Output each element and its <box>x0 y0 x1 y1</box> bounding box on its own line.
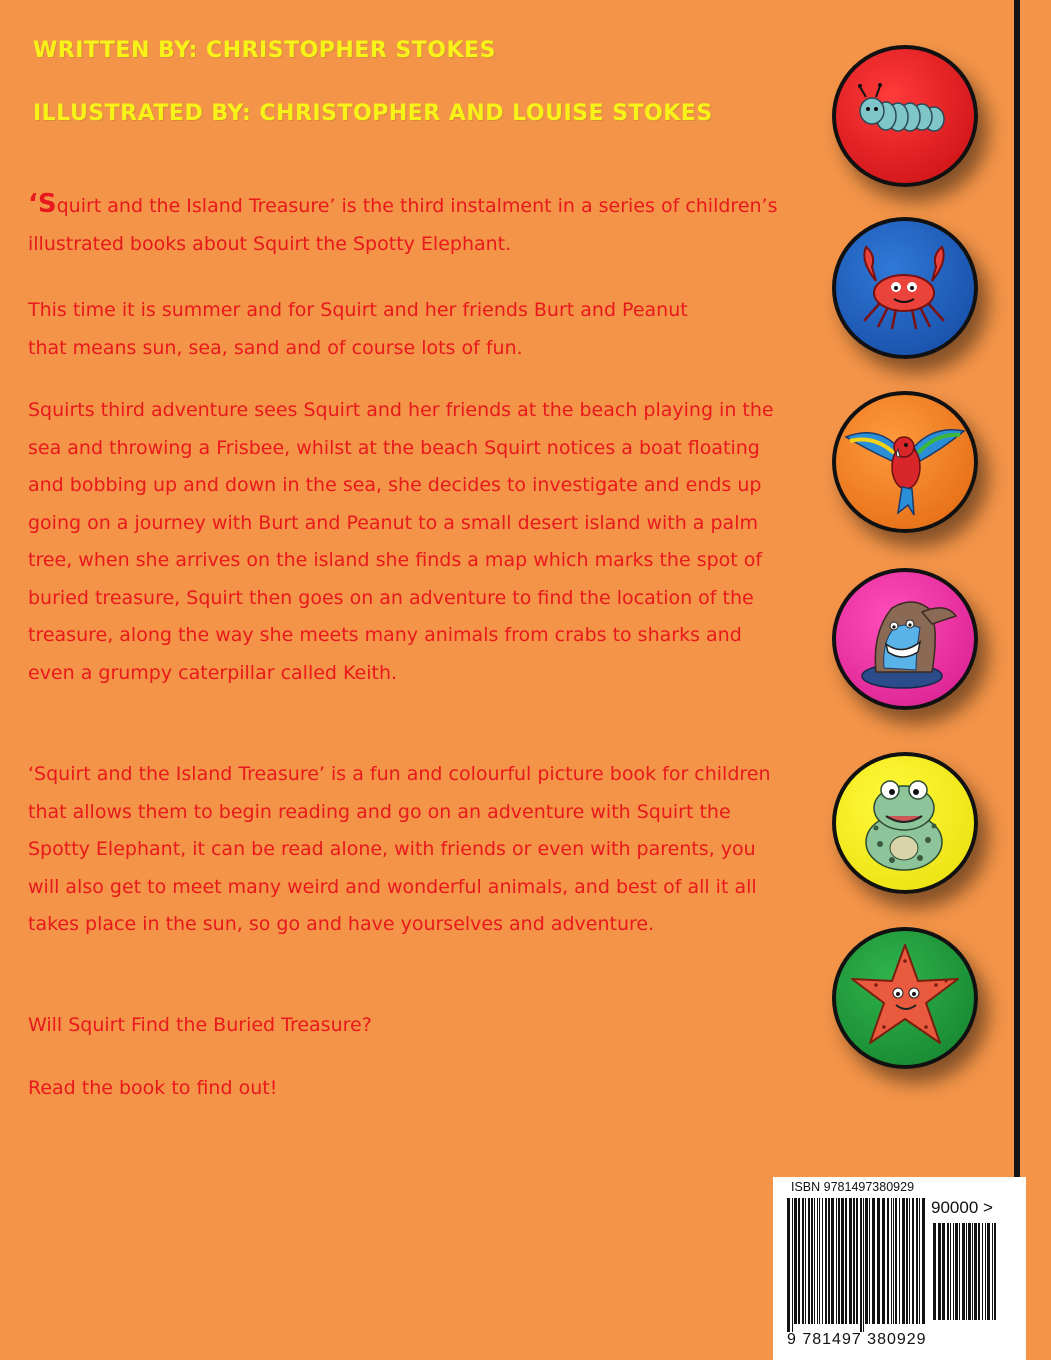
barcode-bar <box>972 1223 973 1320</box>
barcode-bar <box>974 1223 977 1320</box>
barcode-bar <box>887 1198 889 1324</box>
caterpillar-icon <box>836 49 974 183</box>
starfish-icon <box>836 931 974 1065</box>
blurb-text-2: This time it is summer and for Squirt and her friends Burt and Peanut that means sun, sea, sand and of course lots of fun. <box>28 299 688 359</box>
blurb-text-1: quirt and the Island Treasure’ is the third instalment in a series of children’s illustrated books about Squirt the Spotty Elephant. <box>28 195 778 255</box>
barcode-bar <box>906 1198 908 1324</box>
blurb-paragraph-6 <box>28 1070 788 1108</box>
isbn-barcode <box>773 1177 1026 1360</box>
barcode-bar <box>985 1223 986 1320</box>
barcode-bar <box>978 1223 980 1320</box>
barcode-bar <box>919 1198 920 1324</box>
frog-icon <box>836 756 974 890</box>
barcode-bar <box>902 1198 905 1324</box>
blurb-text-4: ‘Squirt and the Island Treasure’ is a fun and colourful picture book for children that allows them to begin reading and go on an adventure with Squirt the Spotty Elephant, it can be read alone, with friends or even with parents, you will also get to meet many weird and wonderful animals, and best of all it all takes place in the sun, so go and have yourselves and adventure. <box>28 763 771 935</box>
barcode-bar <box>942 1223 945 1320</box>
barcode-bar <box>831 1198 834 1324</box>
barcode-bar <box>872 1198 875 1324</box>
crab-medallion <box>832 217 978 359</box>
barcode-bar <box>817 1198 818 1324</box>
barcode-bar <box>805 1198 806 1324</box>
barcode-bar <box>792 1198 793 1332</box>
barcode-bar <box>882 1198 885 1324</box>
barcode-bars <box>787 1198 925 1332</box>
barcode-bar <box>953 1223 954 1320</box>
barcode-bar <box>814 1198 815 1324</box>
barcode-bar <box>841 1198 844 1324</box>
barcode-bar <box>838 1198 840 1324</box>
shark-icon <box>836 572 974 706</box>
isbn-label: ISBN 9781497380929 <box>791 1180 915 1194</box>
barcode-bar <box>877 1198 880 1324</box>
starfish-medallion <box>832 927 978 1069</box>
isbn-digits: 9 781497 380929 <box>787 1331 927 1348</box>
barcode-bar <box>933 1223 936 1320</box>
barcode-bar <box>982 1223 983 1320</box>
barcode-bar <box>811 1198 813 1324</box>
barcode-bar <box>955 1223 958 1320</box>
blurb-paragraph-3 <box>28 392 788 692</box>
barcode-bar <box>891 1198 892 1324</box>
barcode-bar <box>962 1223 965 1320</box>
blurb-paragraph-1 <box>28 186 788 263</box>
barcode-bar <box>947 1223 949 1320</box>
frog-medallion <box>832 752 978 894</box>
barcode-bar <box>828 1198 830 1324</box>
barcode-bar <box>987 1223 990 1320</box>
barcode-bar <box>895 1198 897 1324</box>
barcode-bar <box>966 1223 967 1320</box>
barcode-bar <box>856 1198 858 1324</box>
barcode-bar <box>860 1198 862 1332</box>
parrot-medallion <box>832 391 978 533</box>
blurb-paragraph-4 <box>28 756 788 944</box>
barcode-addon-bars <box>933 1223 999 1328</box>
barcode-bar <box>798 1198 800 1324</box>
barcode-bar <box>845 1198 847 1324</box>
barcode-bar <box>849 1198 852 1324</box>
barcode-bar <box>912 1198 914 1324</box>
drop-cap: ‘S <box>28 189 57 219</box>
barcode-bar <box>863 1198 864 1332</box>
barcode-bar <box>899 1198 900 1324</box>
barcode-bar <box>822 1198 823 1324</box>
barcode-bar <box>893 1198 894 1324</box>
barcode-bar <box>959 1223 960 1320</box>
blurb-call-to-action: Read the book to find out! <box>28 1077 278 1099</box>
blurb-question: Will Squirt Find the Buried Treasure? <box>28 1014 372 1036</box>
barcode-bar <box>992 1223 993 1320</box>
barcode-bar <box>968 1223 971 1320</box>
caterpillar-medallion <box>832 45 978 187</box>
barcode-bar <box>994 1223 996 1320</box>
barcode-bar <box>802 1198 804 1324</box>
illustrator-credit: ILLUSTRATED BY: CHRISTOPHER AND LOUISE STOKES <box>33 101 713 126</box>
barcode-bar <box>836 1198 837 1324</box>
spine-divider <box>1014 0 1020 1360</box>
blurb-paragraph-2 <box>28 292 728 367</box>
parrot-icon <box>836 395 974 529</box>
barcode-bar <box>787 1198 790 1332</box>
barcode-bar <box>922 1198 925 1324</box>
blurb-text-3: Squirts third adventure sees Squirt and her friends at the beach playing in the sea and throwing a Frisbee, whilst at the beach Squirt notices a boat floating and bobbing up and down in the sea, she decides to investigate and ends up going on a journey with Burt and Peanut to a small desert island with a palm tree, when she arrives on the island she finds a map which marks the spot of buried treasure, Squirt then goes on an adventure to find the location of the treasure, along the way she meets many animals from crabs to sharks and even a grumpy caterpillar called Keith. <box>28 399 774 684</box>
barcode-bar <box>869 1198 870 1324</box>
barcode-bar <box>950 1223 951 1320</box>
barcode-bar <box>916 1198 918 1324</box>
barcode-bar <box>808 1198 810 1324</box>
barcode-bar <box>794 1198 797 1324</box>
author-credit: WRITTEN BY: CHRISTOPHER STOKES <box>33 38 496 63</box>
blurb-paragraph-5 <box>28 1007 788 1045</box>
barcode-bar <box>819 1198 820 1324</box>
price-code: 90000 > <box>931 1198 993 1217</box>
barcode-bar <box>909 1198 910 1324</box>
crab-icon <box>836 221 974 355</box>
barcode-bar <box>865 1198 868 1324</box>
shark-medallion <box>832 568 978 710</box>
barcode-bar <box>938 1223 941 1320</box>
barcode-bar <box>853 1198 855 1324</box>
barcode-bar <box>825 1198 827 1324</box>
